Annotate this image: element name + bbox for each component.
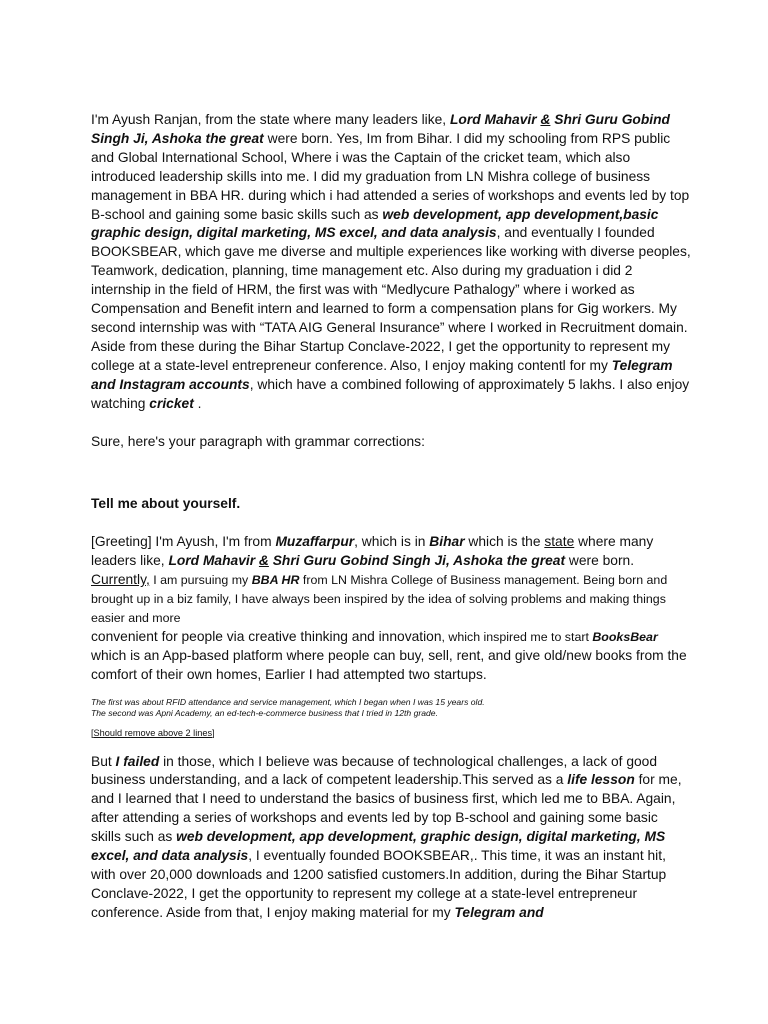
about-ampersand: & bbox=[258, 553, 269, 569]
about-lines-2 bbox=[91, 571, 691, 628]
about-bold-brand: BooksBear bbox=[592, 629, 658, 644]
about-bold-leaders-2: Shri Guru Gobind Singh Ji, Ashoka the great bbox=[268, 553, 566, 569]
about-text-7: which is an App-based platform where people can buy, sell, rent, and give old/new books from the comfort of their own homes, Earlier I had attempted two startups. bbox=[91, 647, 687, 682]
intro-bold-leaders-2: Shri Guru Gobind Singh Ji, Ashoka the great bbox=[91, 112, 670, 146]
about-text-6: convenient for people via creative thinking and innovation bbox=[91, 628, 442, 644]
about-lines-3 bbox=[91, 628, 691, 647]
document-page bbox=[91, 111, 691, 923]
about-small-2: from LN Mishra College of Business management. Being born and brought up in a biz family, I have always been inspired by the idea of solving problems and making things easier and more bbox=[91, 573, 668, 625]
intro-bold-cricket: cricket bbox=[149, 395, 194, 411]
intro-text-2: were born. Yes, Im from Bihar. I did my schooling from RPS public and Global International School, Where i was the Captain of the cricket team, which also introduced leadership skills into me. I did my graduation from LN Mishra college of business management in BBA HR. during which i had attended a series of workshops and events led by top B-school and gaining some basic skills such as bbox=[91, 130, 690, 222]
about-text-3: which is the bbox=[464, 534, 545, 550]
intro-text-4: , which have a combined following of approximately 5 lakhs. I also enjoy watching bbox=[91, 376, 690, 411]
closing-bold-failed: I failed bbox=[115, 753, 160, 769]
remove-note: [Should remove above 2 lines] bbox=[91, 727, 215, 738]
note-line-1: The first was about RFID attendance and service management, which I began when I was 15 years old. bbox=[91, 696, 485, 707]
section-heading: Tell me about yourself. bbox=[91, 496, 241, 512]
intro-text-5: . bbox=[193, 395, 202, 411]
about-text-2: , which is in bbox=[354, 534, 430, 550]
closing-bold-skills: web development, app development, graphic design, digital marketing, MS excel, and data analysis bbox=[91, 829, 666, 864]
intro-bold-accounts: Telegram and Instagram accounts bbox=[91, 357, 673, 392]
about-bold-leaders-1: Lord Mahavir bbox=[168, 553, 259, 569]
about-lines-1 bbox=[91, 533, 691, 571]
about-paragraph bbox=[91, 533, 691, 684]
about-bold-city: Muzaffarpur bbox=[275, 534, 355, 550]
about-small-1: I am pursuing my bbox=[149, 573, 252, 588]
about-bold-degree: BBA HR bbox=[251, 573, 300, 588]
closing-text-3: for me, and I learned that I need to understand the basics of business first, which led me to BBA. Again, after attending a series of workshops and events led by top B-school and gaining some basic skills such as bbox=[91, 772, 682, 845]
intro-bold-leaders-1: Lord Mahavir bbox=[449, 112, 541, 127]
intro-paragraph bbox=[91, 111, 691, 414]
closing-paragraph bbox=[91, 753, 691, 923]
closing-text-1: But bbox=[91, 753, 116, 769]
about-text-4: where many leaders like, bbox=[91, 534, 654, 569]
intro-ampersand: & bbox=[540, 112, 551, 127]
grammar-note-line: Sure, here's your paragraph with grammar corrections: bbox=[91, 433, 425, 449]
intro-bold-skills: web development, app development,basic graphic design, digital marketing, MS excel, and data analysis bbox=[91, 206, 659, 241]
closing-bold-lesson: life lesson bbox=[567, 772, 635, 788]
about-underlined-state: state bbox=[544, 534, 575, 550]
about-small-3: , which inspired me to start bbox=[441, 629, 593, 644]
about-bold-state: Bihar bbox=[429, 534, 465, 550]
about-text-1: [Greeting] I'm Ayush, I'm from bbox=[91, 534, 276, 550]
closing-text-2: in those, which I believe was because of technological challenges, a lack of good business understanding, and a lack of competent leadership.This served as a bbox=[91, 753, 658, 788]
about-text-5: were born. bbox=[565, 553, 635, 569]
note-line-2: The second was Apni Academy, an ed-tech-e-commerce business that I tried in 12th grade. bbox=[91, 708, 438, 719]
closing-bold-accounts: Telegram and bbox=[454, 904, 544, 920]
intro-text-1: I'm Ayush Ranjan, from the state where many leaders like, bbox=[91, 112, 450, 127]
intro-text-3: , and eventually I founded BOOKSBEAR, which gave me diverse and multiple experiences like working with diverse peoples, Teamwork, dedication, planning, time management etc. Also during my graduation i did 2 internship in the field of HRM, the first was with “Medlycure Pathalogy” where i worked as Compensation and Benefit intern and learned to form a compensation plans for Gig workers. My second internship was with “TATA AIG General Insurance” where I worked in Recruitment domain. Aside from these during the Bihar Startup Conclave-2022, I get the opportunity to represent my college at a state-level entrepreneur conference. Also, I enjoy making contentl for my bbox=[91, 225, 691, 373]
closing-text-4: , I eventually founded BOOKSBEAR,. This time, it was an instant hit, with over 20,000 downloads and 1200 satisfied customers.In addition, during the Bihar Startup Conclave-2022, I get the opportunity to represent my college at a state-level entrepreneur conference. Aside from that, I enjoy making material for my bbox=[91, 848, 667, 920]
startup-notes bbox=[91, 697, 691, 720]
about-underlined-currently: Currently, bbox=[91, 572, 150, 588]
